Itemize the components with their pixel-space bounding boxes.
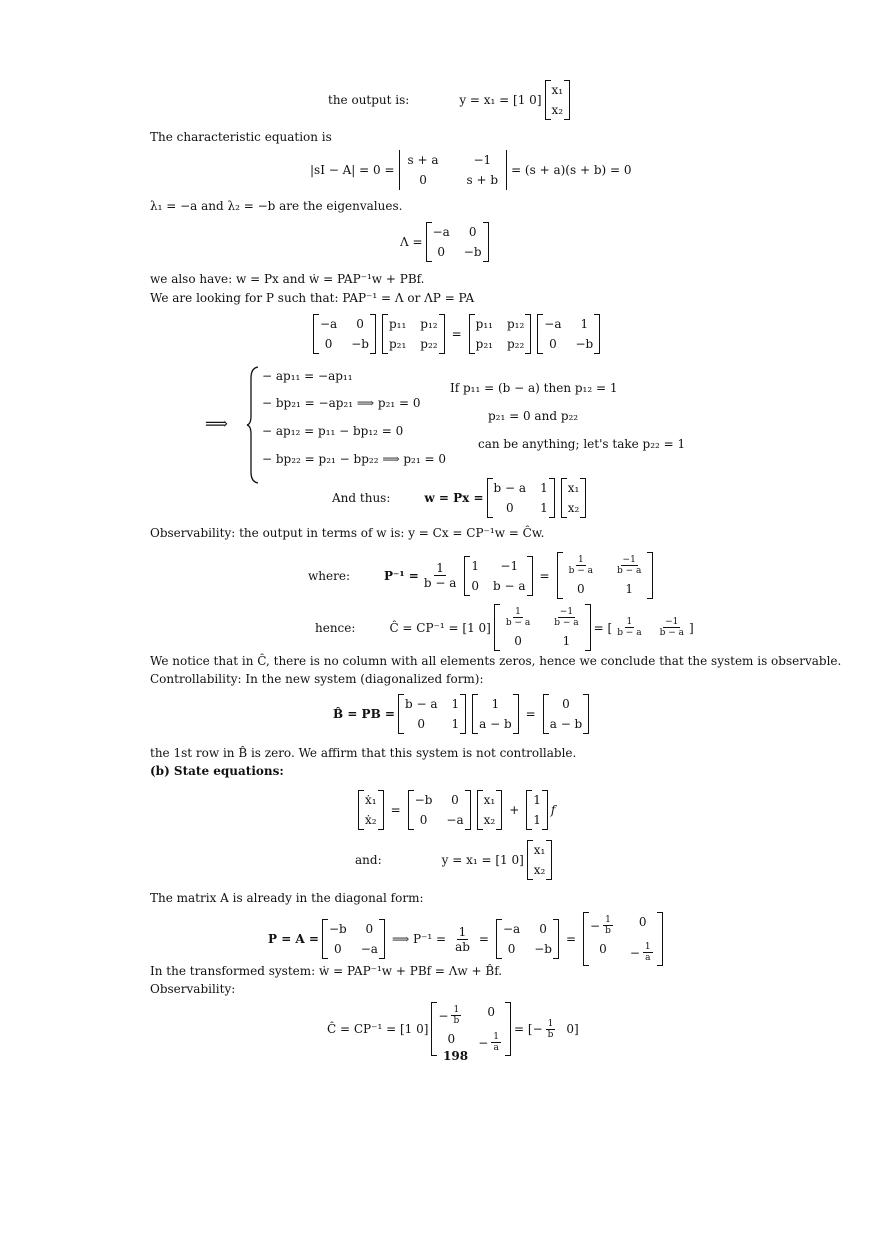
char-eq-intro: The characteristic equation is	[150, 130, 332, 144]
left-brace-icon	[246, 366, 260, 484]
p-solution-matrix-2: b − a 1 0 1	[398, 694, 466, 734]
b-hat-equation: B̂ = PB = b − a 1 0 1 1 a − b = 0 a − b	[333, 694, 592, 734]
page-number: 198	[443, 1049, 469, 1063]
diagonal-form-line: The matrix A is already in the diagonal form:	[150, 891, 424, 905]
observability-heading: Observability:	[150, 982, 236, 996]
lambda-matrix-2: −a 0 0 −b	[313, 314, 376, 354]
lambda-matrix: −a 0 0 −b	[426, 222, 489, 262]
p-matrix-2: p₁₁ p₁₂ p₂₁ p₂₂	[469, 314, 532, 354]
w-equation: And thus: w = Px = b − a 1 0 1 x₁ x₂	[332, 478, 589, 518]
p-matrix: p₁₁ p₁₂ p₂₁ p₂₂	[382, 314, 445, 354]
output-equation-2: and: y = x₁ = [1 0] x₁ x₂	[355, 840, 555, 880]
eigenvalues-line: λ₁ = −a and λ₂ = −b are the eigenvalues.	[150, 199, 403, 213]
p-inverse-matrix-4: − $\frac{1}{b}$ 0 0 − $\frac{1}{a}$	[431, 1002, 511, 1056]
if-p11-line: If p₁₁ = (b − a) then p₁₂ = 1	[450, 381, 618, 395]
p21-line: p₂₁ = 0 and p₂₂	[488, 409, 579, 423]
fraction: $\frac{1}{b - a}$	[423, 561, 457, 590]
pa-equation: P = A = −b 0 0 −a ⟹ P⁻¹ = $\frac{1}{ab}$ = −a 0 0 −b = − $\frac{1}{b}$ 0 0 − $\frac{1}{a}$	[268, 912, 666, 966]
p-inverse-matrix: $\frac{1}{b - a}$ $\frac{-1}{b - a}$ 0 1	[557, 552, 654, 599]
controllability-line: Controllability: In the new system (diagonalized form):	[150, 672, 484, 686]
input-vector: 1 1	[526, 790, 548, 830]
adjugate-matrix: 1 −1 0 b − a	[464, 556, 532, 596]
b-hat-vector: 0 a − b	[543, 694, 590, 734]
output-equation	[328, 80, 573, 120]
lambda-matrix-eq: Λ = −a 0 0 −b	[400, 222, 492, 262]
p-inverse-matrix-2: $\frac{1}{b - a}$ $\frac{-1}{b - a}$ 0 1	[494, 604, 591, 651]
p-inverse-matrix-3: − $\frac{1}{b}$ 0 0 − $\frac{1}{a}$	[583, 912, 663, 966]
p-solution-matrix: b − a 1 0 1	[487, 478, 555, 518]
b-vector: 1 a − b	[472, 694, 519, 734]
output-label: the output is:	[328, 93, 410, 107]
also-have-line: we also have: w = Px and ẇ = PAP⁻¹w + PBf.	[150, 272, 425, 286]
lambda-p-equation: −a 0 0 −b p₁₁ p₁₂ p₂₁ p₂₂ = p₁₁ p₁₂ p₂₁ p₂₂ −a 1 0 −b	[310, 314, 603, 354]
transformed-system-line: In the transformed system: ẇ = PAP⁻¹w + PBf = Λw + B̂f.	[150, 964, 503, 978]
a-matrix: −a 1 0 −b	[537, 314, 600, 354]
c-hat-equation-2: Ĉ = CP⁻¹ = [1 0] − $\frac{1}{b}$ 0 0 − $\frac{1}{a}$ = [− $\frac{1}{b}$ 0]	[327, 1002, 579, 1056]
adjugate-matrix-2: −a 0 0 −b	[496, 919, 559, 959]
x-vector-4: x₁ x₂	[527, 840, 553, 880]
system-eq-4: − bp₂₂ = p₂₁ − bp₂₂ ⟹ p₂₁ = 0	[262, 452, 446, 466]
p-inverse-equation: where: P⁻¹ = $\frac{1}{b - a}$ 1 −1 0 b − a = $\frac{1}{b - a}$ $\frac{-1}{b - a}$ 0 1	[308, 552, 656, 599]
x-dot-vector: ẋ₁ ẋ₂	[358, 790, 384, 830]
part-b-heading: (b) State equations:	[150, 764, 284, 778]
x-vector: x₁ x₂	[545, 80, 571, 120]
system-eq-3: − ap₁₂ = p₁₁ − bp₁₂ = 0	[262, 424, 404, 438]
row-zero-line: the 1st row in B̂ is zero. We affirm that this system is not controllable.	[150, 746, 577, 760]
notice-line: We notice that in Ĉ, there is no column with all elements zeros, hence we conclude that the system is observable.	[150, 654, 842, 668]
x-vector-2: x₁ x₂	[561, 478, 587, 518]
system-eq-2: − bp₂₁ = −ap₂₁ ⟹ p₂₁ = 0	[262, 396, 421, 410]
looking-for-line: We are looking for P such that: PAP⁻¹ = Λ or ΛP = PA	[150, 291, 475, 305]
implies-arrow: ⟹	[205, 414, 228, 433]
state-equation: ẋ₁ ẋ₂ = −b 0 0 −a x₁ x₂ + 1 1 f	[355, 790, 555, 830]
system-eq-1: − ap₁₁ = −ap₁₁	[262, 369, 353, 383]
observability-line: Observability: the output in terms of w is: y = Cx = CP⁻¹w = Ĉw.	[150, 526, 545, 540]
x-vector-3: x₁ x₂	[477, 790, 503, 830]
characteristic-equation: |sI − A| = 0 = s + a −1 0 s + b = (s + a)(s + b) = 0	[310, 150, 632, 190]
state-matrix: −b 0 0 −a	[408, 790, 471, 830]
output-eq: y = x₁ = [1 0]	[459, 93, 542, 107]
c-hat-equation: hence: Ĉ = CP⁻¹ = [1 0] $\frac{1}{b - a}$ $\frac{-1}{b - a}$ 0 1 = [ $\frac{1}{b - a}$ $\frac{-1}{b - a}$ ]	[315, 604, 694, 651]
anything-line: can be anything; let's take p₂₂ = 1	[478, 437, 686, 451]
pa-matrix: −b 0 0 −a	[322, 919, 385, 959]
determinant: s + a −1 0 s + b	[399, 150, 508, 190]
